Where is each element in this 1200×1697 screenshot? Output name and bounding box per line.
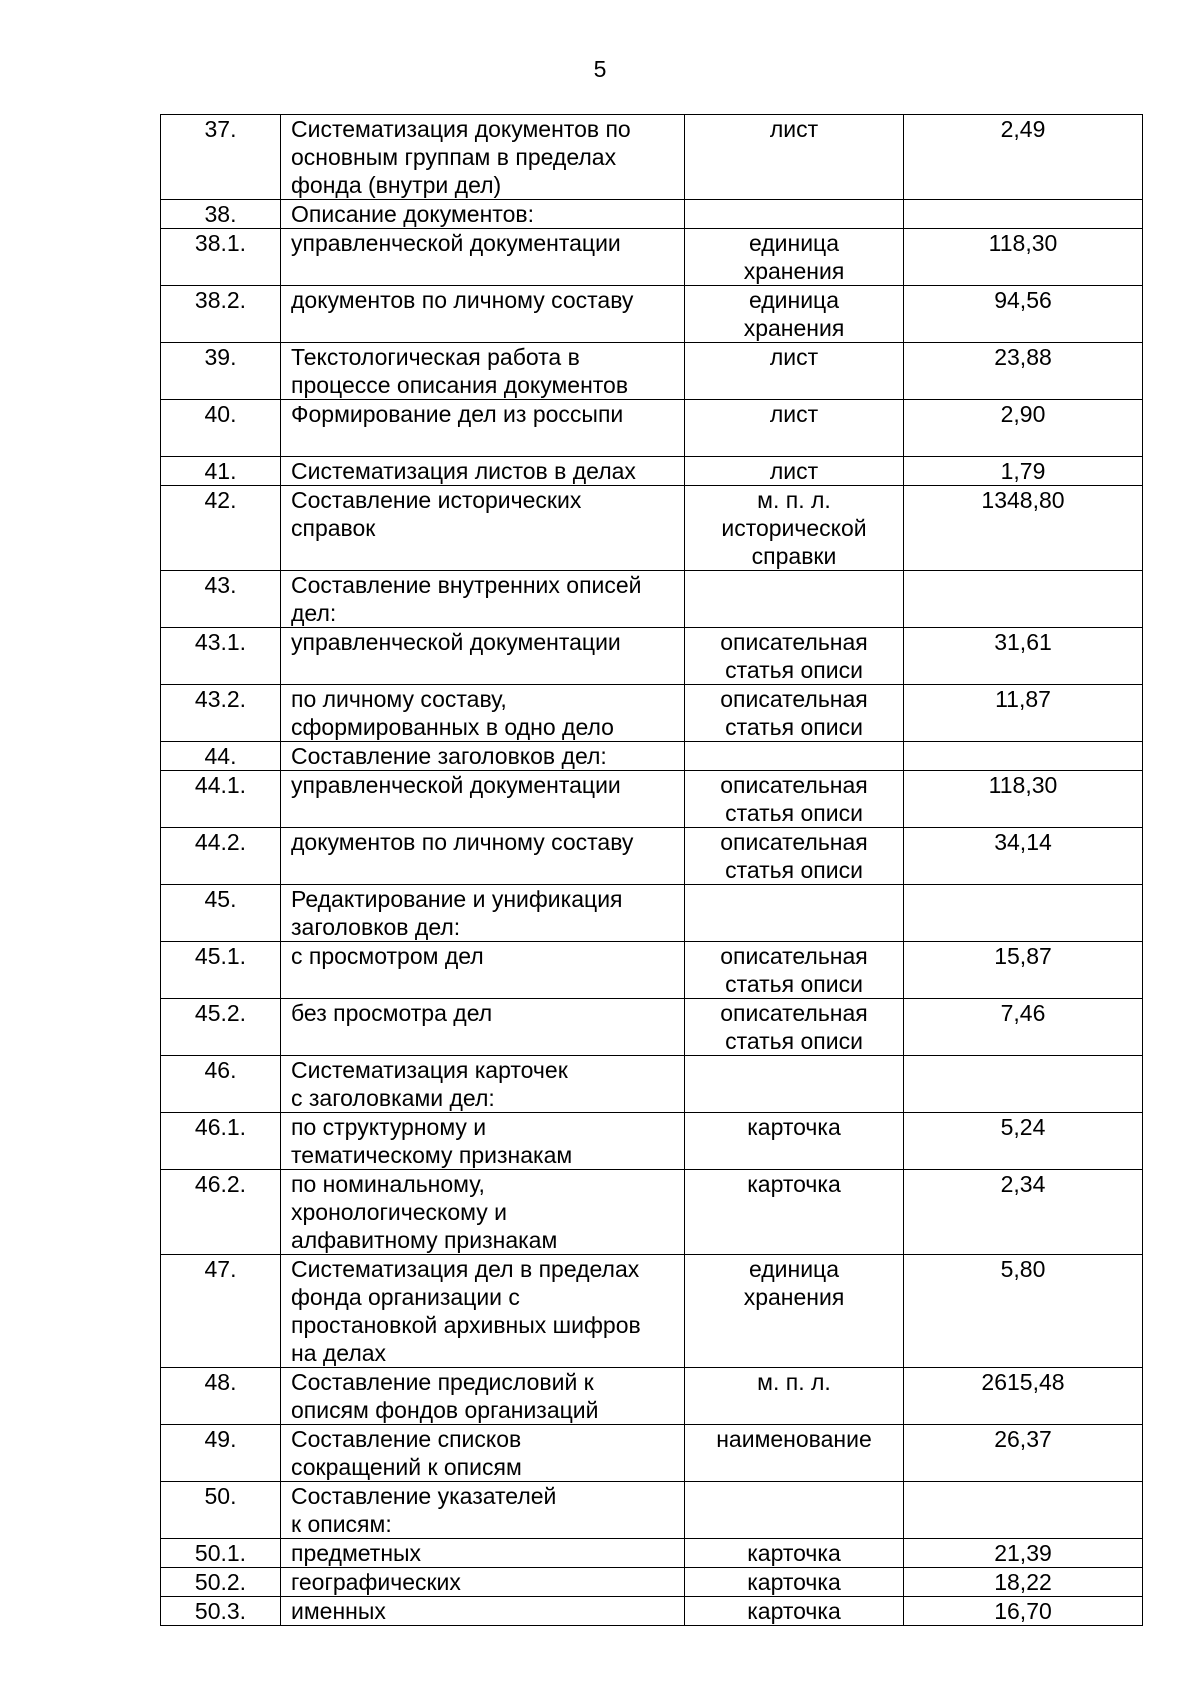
item-number: 46.2.: [161, 1170, 281, 1255]
unit-line: статья описи: [725, 971, 863, 997]
work-name: [281, 1425, 685, 1482]
unit-of-measure: [685, 1255, 904, 1368]
item-number: 50.3.: [161, 1597, 281, 1626]
unit-line: описательная: [720, 943, 868, 969]
work-name-line: предметных: [291, 1540, 422, 1566]
work-name-line: географических: [291, 1569, 461, 1595]
item-number: 44.2.: [161, 828, 281, 885]
item-number: 50.: [161, 1482, 281, 1539]
item-number: 38.: [161, 200, 281, 229]
work-name: [281, 885, 685, 942]
table-row: [161, 1170, 1143, 1255]
table-row: [161, 942, 1143, 999]
unit-line: единица: [748, 1256, 840, 1282]
item-number: 46.: [161, 1056, 281, 1113]
table-row: [161, 828, 1143, 885]
work-name: [281, 1482, 685, 1539]
table-row: [161, 343, 1143, 400]
item-number: 39.: [161, 343, 281, 400]
unit-of-measure: [685, 1425, 904, 1482]
item-number: 38.1.: [161, 229, 281, 286]
price-value: 5,24: [904, 1113, 1143, 1170]
table-row: [161, 742, 1143, 771]
table-row: [161, 885, 1143, 942]
work-name-line: простановкой архивных шифров: [291, 1312, 641, 1338]
table-row: [161, 1113, 1143, 1170]
item-number: 50.2.: [161, 1568, 281, 1597]
work-name: [281, 1539, 685, 1568]
price-value: 31,61: [904, 628, 1143, 685]
unit-line: единица: [748, 287, 840, 313]
work-name-line: фонда (внутри дел): [291, 172, 502, 198]
unit-of-measure: [685, 200, 904, 229]
unit-line: карточка: [747, 1114, 841, 1140]
table-row: [161, 1568, 1143, 1597]
unit-line: описательная: [720, 1000, 868, 1026]
work-name-line: описям фондов организаций: [291, 1397, 599, 1423]
unit-of-measure: [685, 771, 904, 828]
work-name-line: сформированных в одно дело: [291, 714, 614, 740]
work-name: [281, 742, 685, 771]
table-row: [161, 628, 1143, 685]
work-name: [281, 1597, 685, 1626]
work-name-line: управленческой документации: [291, 230, 621, 256]
work-name-line: Систематизация дел в пределах: [291, 1256, 640, 1282]
table-body: [161, 115, 1143, 1626]
unit-of-measure: [685, 828, 904, 885]
work-name-line: Текстологическая работа в: [291, 344, 580, 370]
price-value: 18,22: [904, 1568, 1143, 1597]
price-value: 1,79: [904, 457, 1143, 486]
work-name: [281, 457, 685, 486]
price-value: [904, 885, 1143, 942]
work-name-line: Составление внутренних описей: [291, 572, 642, 598]
work-name: [281, 685, 685, 742]
unit-line: хранения: [743, 315, 845, 341]
unit-line: справки: [751, 543, 837, 569]
table-row: [161, 457, 1143, 486]
work-name-line: Составление исторических: [291, 487, 582, 513]
item-number: 45.: [161, 885, 281, 942]
price-value: [904, 1482, 1143, 1539]
table-row: [161, 1425, 1143, 1482]
work-name-line: дел:: [291, 600, 337, 626]
unit-line: лист: [769, 401, 819, 427]
unit-of-measure: [685, 999, 904, 1056]
work-name: [281, 1568, 685, 1597]
work-name-line: алфавитному признакам: [291, 1227, 558, 1253]
work-name-line: документов по личному составу: [291, 287, 634, 313]
table-row: [161, 999, 1143, 1056]
work-name-line: с просмотром дел: [291, 943, 484, 969]
unit-line: статья описи: [725, 857, 863, 883]
unit-of-measure: [685, 742, 904, 771]
table-row: [161, 1368, 1143, 1425]
unit-of-measure: [685, 628, 904, 685]
work-name-line: Описание документов:: [291, 201, 534, 227]
price-value: 94,56: [904, 286, 1143, 343]
work-name-line: управленческой документации: [291, 772, 621, 798]
unit-of-measure: [685, 1113, 904, 1170]
price-value: 2615,48: [904, 1368, 1143, 1425]
item-number: 40.: [161, 400, 281, 457]
unit-of-measure: [685, 1482, 904, 1539]
work-name: [281, 200, 685, 229]
work-name-line: Формирование дел из россыпи: [291, 401, 624, 427]
work-name: [281, 571, 685, 628]
table-row: [161, 1056, 1143, 1113]
work-name-line: с заголовками дел:: [291, 1085, 495, 1111]
item-number: 45.2.: [161, 999, 281, 1056]
work-name-line: Составление списков: [291, 1426, 522, 1452]
item-number: 44.: [161, 742, 281, 771]
unit-line: статья описи: [725, 714, 863, 740]
unit-line: описательная: [720, 772, 868, 798]
price-value: 16,70: [904, 1597, 1143, 1626]
work-name-line: основным группам в пределах: [291, 144, 617, 170]
table-row: [161, 200, 1143, 229]
unit-line: описательная: [720, 686, 868, 712]
item-number: 46.1.: [161, 1113, 281, 1170]
price-value: 118,30: [904, 229, 1143, 286]
unit-line: карточка: [747, 1540, 841, 1566]
work-name: [281, 1255, 685, 1368]
item-number: 50.1.: [161, 1539, 281, 1568]
unit-line: статья описи: [725, 1028, 863, 1054]
unit-of-measure: [685, 942, 904, 999]
unit-line: м. п. л.: [757, 487, 831, 513]
work-name: [281, 1170, 685, 1255]
unit-of-measure: [685, 685, 904, 742]
price-value: 15,87: [904, 942, 1143, 999]
unit-line: описательная: [720, 829, 868, 855]
work-name: [281, 628, 685, 685]
price-table: [160, 114, 1143, 1626]
work-name-line: хронологическому и: [291, 1199, 507, 1225]
item-number: 43.: [161, 571, 281, 628]
item-number: 41.: [161, 457, 281, 486]
work-name: [281, 999, 685, 1056]
table-row: [161, 1597, 1143, 1626]
work-name: [281, 400, 685, 457]
work-name: [281, 286, 685, 343]
page-number: 5: [593, 56, 607, 82]
item-number: 47.: [161, 1255, 281, 1368]
work-name-line: фонда организации с: [291, 1284, 520, 1310]
unit-line: описательная: [720, 629, 868, 655]
work-name-line: Составление заголовков дел:: [291, 743, 607, 769]
work-name-line: Систематизация карточек: [291, 1057, 568, 1083]
item-number: 42.: [161, 486, 281, 571]
work-name: [281, 486, 685, 571]
table-row: [161, 1539, 1143, 1568]
work-name-line: к описям:: [291, 1511, 392, 1537]
unit-line: лист: [769, 116, 819, 142]
item-number: 43.1.: [161, 628, 281, 685]
unit-of-measure: [685, 286, 904, 343]
price-value: 11,87: [904, 685, 1143, 742]
item-number: 44.1.: [161, 771, 281, 828]
work-name-line: именных: [291, 1598, 386, 1624]
unit-of-measure: [685, 343, 904, 400]
work-name-line: Систематизация документов по: [291, 116, 631, 142]
work-name-line: Составление указателей: [291, 1483, 557, 1509]
unit-of-measure: [685, 457, 904, 486]
unit-line: карточка: [747, 1171, 841, 1197]
unit-line: лист: [769, 344, 819, 370]
unit-of-measure: [685, 1597, 904, 1626]
item-number: 43.2.: [161, 685, 281, 742]
table-row: [161, 1482, 1143, 1539]
work-name: [281, 1113, 685, 1170]
unit-line: хранения: [743, 1284, 845, 1310]
unit-line: статья описи: [725, 800, 863, 826]
work-name-line: сокращений к описям: [291, 1454, 522, 1480]
price-value: 1348,80: [904, 486, 1143, 571]
work-name-line: заголовков дел:: [291, 914, 461, 940]
work-name: [281, 771, 685, 828]
unit-of-measure: [685, 486, 904, 571]
unit-of-measure: [685, 885, 904, 942]
table-row: [161, 1255, 1143, 1368]
price-value: 2,34: [904, 1170, 1143, 1255]
work-name-line: тематическому признакам: [291, 1142, 573, 1168]
work-name: [281, 343, 685, 400]
work-name-line: документов по личному составу: [291, 829, 634, 855]
table-row: [161, 685, 1143, 742]
price-value: 34,14: [904, 828, 1143, 885]
work-name: [281, 115, 685, 200]
unit-of-measure: [685, 1056, 904, 1113]
price-value: [904, 1056, 1143, 1113]
unit-of-measure: [685, 1368, 904, 1425]
work-name: [281, 1056, 685, 1113]
unit-line: наименование: [716, 1426, 872, 1452]
work-name-line: по структурному и: [291, 1114, 487, 1140]
unit-line: исторической: [721, 515, 867, 541]
price-value: [904, 571, 1143, 628]
unit-of-measure: [685, 571, 904, 628]
table-row: [161, 115, 1143, 200]
work-name-line: на делах: [291, 1340, 387, 1366]
price-value: 118,30: [904, 771, 1143, 828]
work-name-line: Редактирование и унификация: [291, 886, 623, 912]
work-name-line: Составление предисловий к: [291, 1369, 594, 1395]
work-name-line: управленческой документации: [291, 629, 621, 655]
unit-of-measure: [685, 229, 904, 286]
unit-line: хранения: [743, 258, 845, 284]
unit-of-measure: [685, 1539, 904, 1568]
unit-line: карточка: [747, 1569, 841, 1595]
price-value: 21,39: [904, 1539, 1143, 1568]
table-row: [161, 400, 1143, 457]
work-name-line: без просмотра дел: [291, 1000, 493, 1026]
unit-line: карточка: [747, 1598, 841, 1624]
item-number: 45.1.: [161, 942, 281, 999]
item-number: 49.: [161, 1425, 281, 1482]
unit-line: лист: [769, 458, 819, 484]
price-value: [904, 742, 1143, 771]
price-value: 2,90: [904, 400, 1143, 457]
work-name: [281, 229, 685, 286]
price-value: 26,37: [904, 1425, 1143, 1482]
work-name-line: процессе описания документов: [291, 372, 629, 398]
work-name: [281, 942, 685, 999]
unit-of-measure: [685, 1568, 904, 1597]
unit-line: статья описи: [725, 657, 863, 683]
work-name-line: по личному составу,: [291, 686, 507, 712]
price-value: 2,49: [904, 115, 1143, 200]
price-value: [904, 200, 1143, 229]
unit-of-measure: [685, 400, 904, 457]
item-number: 48.: [161, 1368, 281, 1425]
price-value: 5,80: [904, 1255, 1143, 1368]
table-row: [161, 571, 1143, 628]
work-name: [281, 1368, 685, 1425]
table-row: [161, 229, 1143, 286]
work-name: [281, 828, 685, 885]
price-value: 23,88: [904, 343, 1143, 400]
unit-of-measure: [685, 1170, 904, 1255]
unit-of-measure: [685, 115, 904, 200]
unit-line: единица: [748, 230, 840, 256]
price-value: 7,46: [904, 999, 1143, 1056]
item-number: 38.2.: [161, 286, 281, 343]
work-name-line: справок: [291, 515, 376, 541]
unit-line: м. п. л.: [757, 1369, 831, 1395]
table-row: [161, 486, 1143, 571]
work-name-line: по номинальному,: [291, 1171, 485, 1197]
item-number: 37.: [161, 115, 281, 200]
work-name-line: Систематизация листов в делах: [291, 458, 636, 484]
table-row: [161, 771, 1143, 828]
table-row: [161, 286, 1143, 343]
